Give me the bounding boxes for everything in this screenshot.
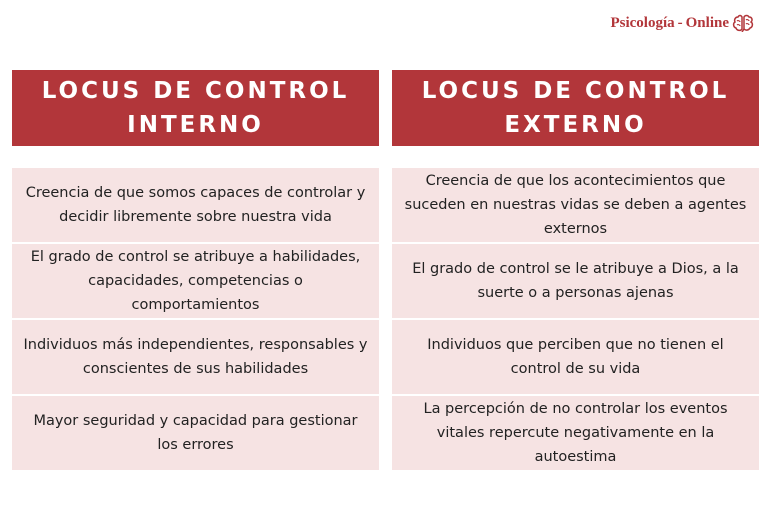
column-header-internal [12,70,379,146]
brain-icon [732,14,754,32]
column-header-external [392,70,759,146]
header-line1: LOCUS DE CONTROL [41,78,350,104]
list-item: Individuos que perciben que no tienen el control de su vida [392,320,759,394]
brand-name-part1: Psicología [610,14,675,31]
header-line1: LOCUS DE CONTROL [421,78,730,104]
column-internal [12,70,379,472]
list-item: Creencia de que los acontecimientos que suceden en nuestras vidas se deben a agentes externos [392,168,759,242]
list-item: Mayor seguridad y capacidad para gestionar los errores [12,396,379,470]
list-item: Creencia de que somos capaces de controlar y decidir libremente sobre nuestra vida [12,168,379,242]
list-item: El grado de control se le atribuye a Dios, a la suerte o a personas ajenas [392,244,759,318]
header-line2: INTERNO [127,112,264,138]
column-external [392,70,759,472]
header-line2: EXTERNO [504,112,647,138]
list-item: La percepción de no controlar los eventos vitales repercute negativamente en la autoestima [392,396,759,470]
rows-external [392,168,759,470]
brand-logo [610,14,754,32]
brand-separator: - [677,14,683,31]
rows-internal [12,168,379,470]
brand-name-part2: Online [685,14,729,31]
list-item: El grado de control se atribuye a habilidades, capacidades, competencias o comportamientos [12,244,379,318]
list-item: Individuos más independientes, responsables y conscientes de sus habilidades [12,320,379,394]
